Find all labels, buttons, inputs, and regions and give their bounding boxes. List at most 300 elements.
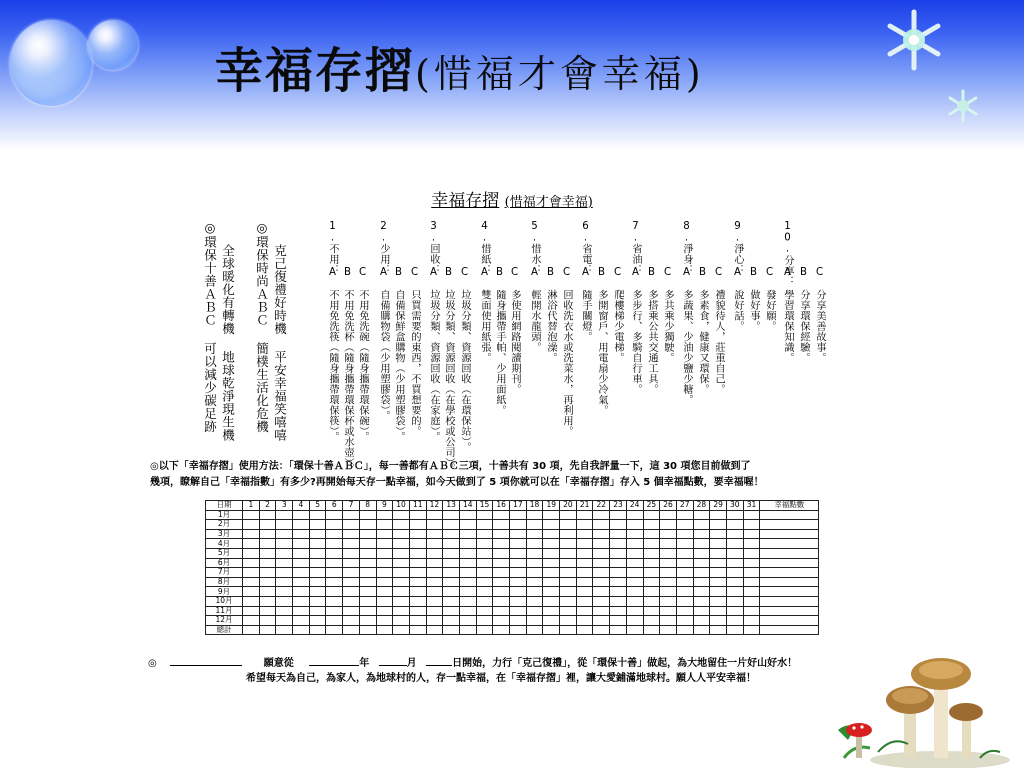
day-cell[interactable] (309, 568, 326, 578)
day-cell[interactable] (476, 520, 493, 530)
day-cell[interactable] (610, 558, 627, 568)
day-cell[interactable] (426, 606, 443, 616)
day-cell[interactable] (276, 596, 293, 606)
day-cell[interactable] (576, 625, 593, 635)
day-cell[interactable] (493, 539, 510, 549)
day-cell[interactable] (660, 616, 677, 626)
day-cell[interactable] (626, 558, 643, 568)
day-cell[interactable] (376, 625, 393, 635)
day-cell[interactable] (576, 510, 593, 520)
day-cell[interactable] (743, 568, 760, 578)
day-cell[interactable] (393, 548, 410, 558)
day-cell[interactable] (326, 529, 343, 539)
day-cell[interactable] (259, 616, 276, 626)
day-cell[interactable] (393, 529, 410, 539)
day-cell[interactable] (593, 529, 610, 539)
day-cell[interactable] (426, 510, 443, 520)
day-cell[interactable] (493, 587, 510, 597)
day-cell[interactable] (426, 539, 443, 549)
day-cell[interactable] (309, 596, 326, 606)
day-cell[interactable] (526, 616, 543, 626)
day-cell[interactable] (309, 529, 326, 539)
day-cell[interactable] (259, 568, 276, 578)
day-cell[interactable] (243, 529, 260, 539)
day-cell[interactable] (560, 616, 577, 626)
day-cell[interactable] (393, 596, 410, 606)
day-cell[interactable] (710, 596, 727, 606)
day-cell[interactable] (693, 520, 710, 530)
day-cell[interactable] (660, 587, 677, 597)
day-cell[interactable] (476, 558, 493, 568)
day-cell[interactable] (443, 510, 460, 520)
day-cell[interactable] (393, 539, 410, 549)
name-blank-field[interactable] (170, 655, 242, 666)
day-cell[interactable] (560, 539, 577, 549)
day-cell[interactable] (243, 548, 260, 558)
day-cell[interactable] (560, 568, 577, 578)
day-cell[interactable] (493, 577, 510, 587)
day-cell[interactable] (660, 568, 677, 578)
day-cell[interactable] (326, 558, 343, 568)
day-cell[interactable] (326, 510, 343, 520)
day-cell[interactable] (593, 596, 610, 606)
day-cell[interactable] (343, 625, 360, 635)
day-cell[interactable] (560, 558, 577, 568)
day-cell[interactable] (309, 539, 326, 549)
day-cell[interactable] (543, 539, 560, 549)
day-cell[interactable] (643, 510, 660, 520)
points-cell[interactable] (760, 510, 819, 520)
day-cell[interactable] (293, 510, 310, 520)
day-cell[interactable] (293, 587, 310, 597)
day-cell[interactable] (626, 596, 643, 606)
day-cell[interactable] (743, 558, 760, 568)
day-cell[interactable] (409, 558, 426, 568)
day-cell[interactable] (459, 568, 476, 578)
day-cell[interactable] (743, 606, 760, 616)
day-cell[interactable] (576, 558, 593, 568)
points-cell[interactable] (760, 577, 819, 587)
day-cell[interactable] (259, 606, 276, 616)
points-cell[interactable] (760, 568, 819, 578)
day-cell[interactable] (326, 520, 343, 530)
day-cell[interactable] (359, 596, 376, 606)
day-cell[interactable] (393, 558, 410, 568)
day-cell[interactable] (560, 510, 577, 520)
day-cell[interactable] (626, 625, 643, 635)
day-cell[interactable] (543, 558, 560, 568)
day-cell[interactable] (359, 558, 376, 568)
day-cell[interactable] (593, 606, 610, 616)
day-cell[interactable] (409, 548, 426, 558)
day-cell[interactable] (660, 596, 677, 606)
points-cell[interactable] (760, 587, 819, 597)
day-cell[interactable] (343, 539, 360, 549)
day-cell[interactable] (610, 520, 627, 530)
day-cell[interactable] (526, 568, 543, 578)
day-cell[interactable] (393, 625, 410, 635)
day-cell[interactable] (243, 587, 260, 597)
day-cell[interactable] (643, 587, 660, 597)
day-cell[interactable] (259, 529, 276, 539)
day-cell[interactable] (493, 625, 510, 635)
day-cell[interactable] (343, 606, 360, 616)
day-cell[interactable] (359, 548, 376, 558)
day-cell[interactable] (510, 548, 527, 558)
day-cell[interactable] (426, 587, 443, 597)
day-cell[interactable] (693, 510, 710, 520)
day-cell[interactable] (326, 577, 343, 587)
day-cell[interactable] (493, 616, 510, 626)
day-cell[interactable] (510, 539, 527, 549)
day-cell[interactable] (543, 577, 560, 587)
day-cell[interactable] (643, 558, 660, 568)
day-cell[interactable] (243, 616, 260, 626)
day-cell[interactable] (359, 625, 376, 635)
day-cell[interactable] (510, 596, 527, 606)
points-cell[interactable] (760, 596, 819, 606)
day-cell[interactable] (543, 548, 560, 558)
day-cell[interactable] (693, 625, 710, 635)
day-cell[interactable] (343, 587, 360, 597)
day-cell[interactable] (376, 529, 393, 539)
month-blank-field[interactable] (379, 655, 407, 666)
day-cell[interactable] (643, 520, 660, 530)
day-cell[interactable] (359, 510, 376, 520)
day-cell[interactable] (526, 539, 543, 549)
day-cell[interactable] (276, 568, 293, 578)
day-cell[interactable] (376, 587, 393, 597)
day-cell[interactable] (476, 616, 493, 626)
day-cell[interactable] (243, 577, 260, 587)
day-cell[interactable] (726, 548, 743, 558)
day-cell[interactable] (393, 616, 410, 626)
day-cell[interactable] (676, 568, 693, 578)
day-cell[interactable] (443, 596, 460, 606)
day-cell[interactable] (326, 539, 343, 549)
day-cell[interactable] (459, 625, 476, 635)
day-cell[interactable] (259, 625, 276, 635)
points-cell[interactable] (760, 520, 819, 530)
day-cell[interactable] (610, 587, 627, 597)
day-cell[interactable] (359, 539, 376, 549)
day-cell[interactable] (526, 606, 543, 616)
day-cell[interactable] (743, 548, 760, 558)
day-cell[interactable] (293, 548, 310, 558)
day-cell[interactable] (726, 520, 743, 530)
day-cell[interactable] (376, 520, 393, 530)
day-cell[interactable] (526, 625, 543, 635)
day-cell[interactable] (309, 606, 326, 616)
day-cell[interactable] (359, 520, 376, 530)
day-cell[interactable] (576, 548, 593, 558)
day-cell[interactable] (243, 558, 260, 568)
day-cell[interactable] (243, 510, 260, 520)
day-cell[interactable] (610, 510, 627, 520)
day-cell[interactable] (426, 520, 443, 530)
day-cell[interactable] (376, 539, 393, 549)
day-cell[interactable] (626, 587, 643, 597)
day-cell[interactable] (309, 520, 326, 530)
day-cell[interactable] (710, 568, 727, 578)
day-cell[interactable] (510, 520, 527, 530)
day-cell[interactable] (459, 539, 476, 549)
day-cell[interactable] (693, 568, 710, 578)
day-cell[interactable] (476, 510, 493, 520)
day-cell[interactable] (276, 625, 293, 635)
day-cell[interactable] (326, 606, 343, 616)
day-cell[interactable] (743, 510, 760, 520)
day-cell[interactable] (276, 616, 293, 626)
day-cell[interactable] (510, 529, 527, 539)
day-cell[interactable] (309, 510, 326, 520)
day-cell[interactable] (660, 510, 677, 520)
day-cell[interactable] (409, 616, 426, 626)
day-cell[interactable] (576, 577, 593, 587)
day-cell[interactable] (326, 616, 343, 626)
day-cell[interactable] (326, 568, 343, 578)
day-cell[interactable] (676, 616, 693, 626)
day-cell[interactable] (409, 568, 426, 578)
day-cell[interactable] (393, 587, 410, 597)
points-cell[interactable] (760, 616, 819, 626)
day-cell[interactable] (610, 539, 627, 549)
day-cell[interactable] (459, 520, 476, 530)
day-cell[interactable] (660, 577, 677, 587)
day-cell[interactable] (526, 587, 543, 597)
day-cell[interactable] (476, 596, 493, 606)
day-cell[interactable] (743, 625, 760, 635)
day-cell[interactable] (626, 510, 643, 520)
day-cell[interactable] (710, 539, 727, 549)
day-cell[interactable] (376, 510, 393, 520)
day-cell[interactable] (610, 606, 627, 616)
day-cell[interactable] (276, 520, 293, 530)
day-cell[interactable] (593, 558, 610, 568)
day-cell[interactable] (343, 510, 360, 520)
day-cell[interactable] (743, 587, 760, 597)
day-cell[interactable] (676, 520, 693, 530)
day-cell[interactable] (293, 596, 310, 606)
day-cell[interactable] (643, 606, 660, 616)
day-cell[interactable] (493, 596, 510, 606)
day-cell[interactable] (393, 568, 410, 578)
day-cell[interactable] (526, 596, 543, 606)
day-cell[interactable] (543, 596, 560, 606)
day-cell[interactable] (626, 520, 643, 530)
day-cell[interactable] (309, 548, 326, 558)
day-cell[interactable] (309, 577, 326, 587)
day-cell[interactable] (459, 577, 476, 587)
day-cell[interactable] (343, 548, 360, 558)
day-cell[interactable] (343, 568, 360, 578)
day-cell[interactable] (510, 606, 527, 616)
day-cell[interactable] (543, 587, 560, 597)
day-cell[interactable] (526, 558, 543, 568)
day-cell[interactable] (493, 558, 510, 568)
day-cell[interactable] (626, 568, 643, 578)
day-cell[interactable] (576, 520, 593, 530)
day-cell[interactable] (359, 616, 376, 626)
day-cell[interactable] (393, 577, 410, 587)
day-cell[interactable] (626, 577, 643, 587)
day-cell[interactable] (560, 587, 577, 597)
day-cell[interactable] (726, 558, 743, 568)
day-cell[interactable] (343, 577, 360, 587)
day-cell[interactable] (376, 596, 393, 606)
points-cell[interactable] (760, 529, 819, 539)
day-cell[interactable] (493, 520, 510, 530)
day-cell[interactable] (293, 520, 310, 530)
day-cell[interactable] (343, 558, 360, 568)
day-cell[interactable] (560, 548, 577, 558)
day-cell[interactable] (259, 548, 276, 558)
day-cell[interactable] (510, 587, 527, 597)
day-cell[interactable] (576, 606, 593, 616)
day-cell[interactable] (643, 596, 660, 606)
day-cell[interactable] (510, 568, 527, 578)
day-cell[interactable] (293, 625, 310, 635)
day-cell[interactable] (326, 587, 343, 597)
day-cell[interactable] (359, 606, 376, 616)
day-cell[interactable] (309, 587, 326, 597)
day-cell[interactable] (676, 510, 693, 520)
day-cell[interactable] (560, 606, 577, 616)
day-cell[interactable] (693, 548, 710, 558)
day-cell[interactable] (710, 606, 727, 616)
day-cell[interactable] (276, 577, 293, 587)
day-cell[interactable] (643, 568, 660, 578)
day-cell[interactable] (309, 558, 326, 568)
day-cell[interactable] (459, 548, 476, 558)
day-cell[interactable] (693, 539, 710, 549)
day-cell[interactable] (726, 596, 743, 606)
day-cell[interactable] (660, 606, 677, 616)
day-cell[interactable] (593, 577, 610, 587)
day-cell[interactable] (459, 529, 476, 539)
day-cell[interactable] (476, 577, 493, 587)
day-cell[interactable] (376, 616, 393, 626)
day-cell[interactable] (309, 616, 326, 626)
day-cell[interactable] (359, 568, 376, 578)
day-cell[interactable] (693, 529, 710, 539)
day-cell[interactable] (726, 606, 743, 616)
day-cell[interactable] (676, 606, 693, 616)
day-cell[interactable] (593, 616, 610, 626)
day-cell[interactable] (693, 587, 710, 597)
day-cell[interactable] (610, 577, 627, 587)
day-cell[interactable] (293, 616, 310, 626)
day-cell[interactable] (443, 520, 460, 530)
day-cell[interactable] (576, 539, 593, 549)
day-cell[interactable] (409, 596, 426, 606)
day-cell[interactable] (743, 616, 760, 626)
day-cell[interactable] (676, 577, 693, 587)
day-cell[interactable] (493, 568, 510, 578)
day-cell[interactable] (276, 539, 293, 549)
day-cell[interactable] (476, 625, 493, 635)
day-cell[interactable] (376, 606, 393, 616)
day-cell[interactable] (710, 520, 727, 530)
day-cell[interactable] (243, 606, 260, 616)
day-cell[interactable] (276, 510, 293, 520)
day-cell[interactable] (726, 616, 743, 626)
day-cell[interactable] (593, 510, 610, 520)
day-cell[interactable] (443, 539, 460, 549)
day-cell[interactable] (676, 539, 693, 549)
day-cell[interactable] (476, 529, 493, 539)
day-cell[interactable] (376, 568, 393, 578)
day-cell[interactable] (543, 606, 560, 616)
day-cell[interactable] (409, 510, 426, 520)
day-cell[interactable] (443, 625, 460, 635)
day-cell[interactable] (526, 510, 543, 520)
day-cell[interactable] (610, 548, 627, 558)
day-cell[interactable] (476, 587, 493, 597)
day-cell[interactable] (610, 529, 627, 539)
day-cell[interactable] (643, 548, 660, 558)
day-cell[interactable] (510, 616, 527, 626)
day-cell[interactable] (426, 577, 443, 587)
day-cell[interactable] (693, 616, 710, 626)
day-cell[interactable] (626, 548, 643, 558)
day-cell[interactable] (643, 529, 660, 539)
day-cell[interactable] (326, 548, 343, 558)
day-cell[interactable] (610, 625, 627, 635)
day-cell[interactable] (443, 577, 460, 587)
points-cell[interactable] (760, 558, 819, 568)
day-cell[interactable] (409, 587, 426, 597)
day-cell[interactable] (593, 587, 610, 597)
day-cell[interactable] (676, 596, 693, 606)
day-cell[interactable] (293, 568, 310, 578)
day-cell[interactable] (726, 587, 743, 597)
day-cell[interactable] (643, 577, 660, 587)
day-cell[interactable] (443, 529, 460, 539)
day-cell[interactable] (526, 548, 543, 558)
day-cell[interactable] (743, 520, 760, 530)
day-cell[interactable] (476, 548, 493, 558)
day-cell[interactable] (660, 529, 677, 539)
day-cell[interactable] (526, 529, 543, 539)
day-cell[interactable] (259, 558, 276, 568)
day-cell[interactable] (276, 529, 293, 539)
day-cell[interactable] (243, 520, 260, 530)
day-cell[interactable] (293, 558, 310, 568)
day-cell[interactable] (710, 577, 727, 587)
day-cell[interactable] (576, 596, 593, 606)
day-cell[interactable] (476, 568, 493, 578)
day-cell[interactable] (726, 510, 743, 520)
day-cell[interactable] (543, 568, 560, 578)
day-cell[interactable] (243, 625, 260, 635)
points-cell[interactable] (760, 548, 819, 558)
day-cell[interactable] (493, 606, 510, 616)
day-cell[interactable] (676, 548, 693, 558)
day-cell[interactable] (543, 520, 560, 530)
day-cell[interactable] (560, 596, 577, 606)
day-cell[interactable] (693, 577, 710, 587)
day-cell[interactable] (543, 510, 560, 520)
day-cell[interactable] (710, 587, 727, 597)
day-cell[interactable] (276, 587, 293, 597)
day-cell[interactable] (343, 520, 360, 530)
day-cell[interactable] (359, 577, 376, 587)
day-cell[interactable] (626, 539, 643, 549)
day-cell[interactable] (426, 558, 443, 568)
day-cell[interactable] (626, 529, 643, 539)
day-cell[interactable] (676, 587, 693, 597)
